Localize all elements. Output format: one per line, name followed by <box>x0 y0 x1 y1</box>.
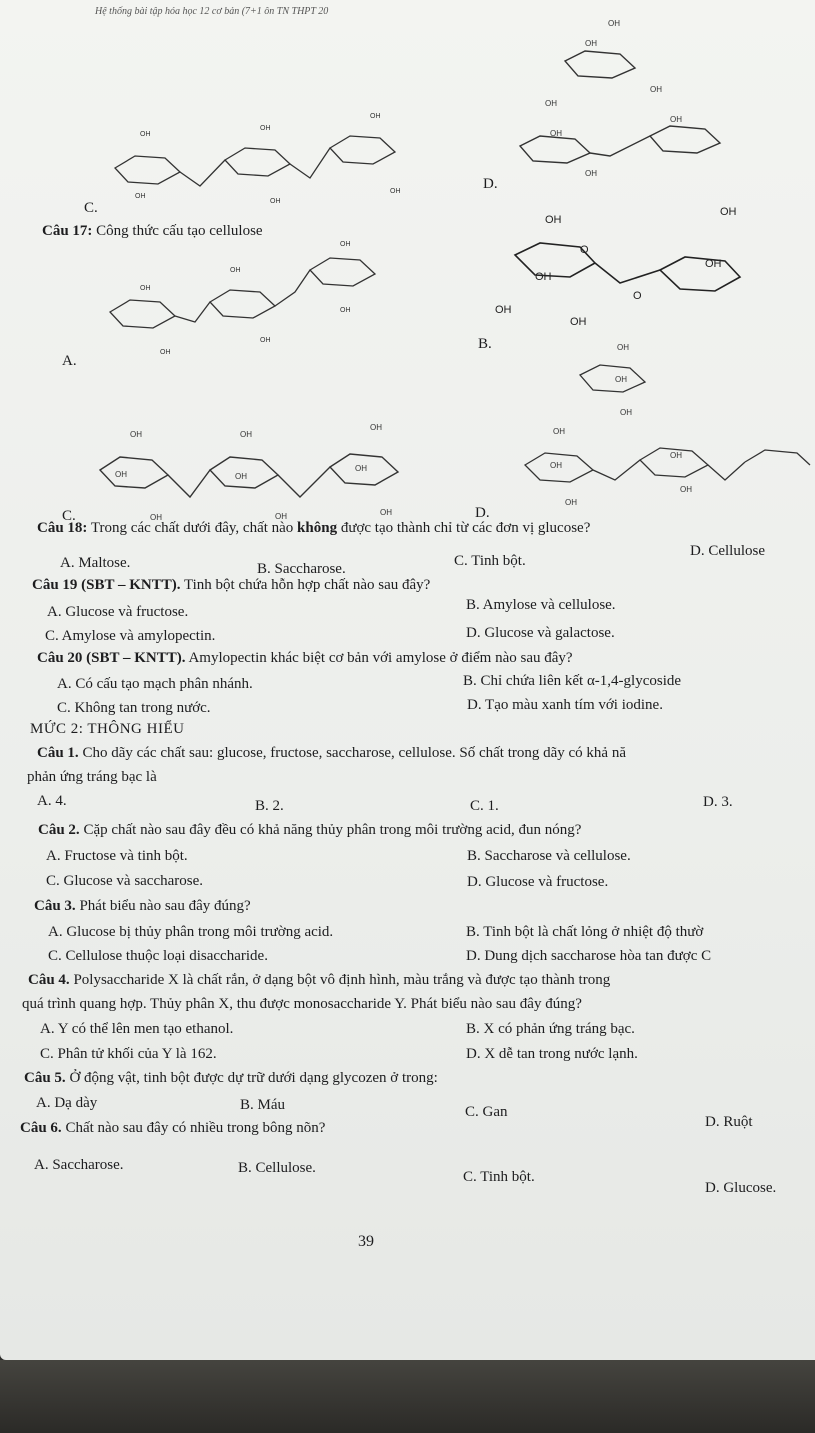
c5-option-b: B. Máu <box>240 1097 285 1113</box>
c3-stem <box>34 898 251 915</box>
q17-stem <box>42 223 263 240</box>
svg-text:OH: OH <box>495 304 512 316</box>
c5-stem <box>24 1070 438 1087</box>
c2-option-d: D. Glucose và fructose. <box>467 874 609 890</box>
c6-option-c: C. Tinh bột. <box>463 1169 535 1185</box>
q17-option-d-top-label: D. <box>483 176 498 192</box>
c6-number: Câu 6. <box>20 1120 62 1136</box>
svg-text:OH: OH <box>570 316 587 328</box>
svg-text:OH: OH <box>615 375 627 384</box>
svg-text:OH: OH <box>150 513 162 522</box>
svg-text:OH: OH <box>670 451 682 460</box>
svg-text:OH: OH <box>617 343 629 352</box>
c4-option-d: D. X dễ tan trong nước lạnh. <box>466 1046 638 1062</box>
svg-text:OH: OH <box>550 129 562 138</box>
c4-text-line1: Polysaccharide X là chất rắn, ở dạng bột vô định hình, màu trắng và được tạo thành trong <box>73 972 611 988</box>
c1-option-d: D. 3. <box>703 794 733 810</box>
svg-text:OH: OH <box>680 485 692 494</box>
c5-option-a: A. Dạ dày <box>36 1095 98 1111</box>
page-header: Hệ thống bài tập hóa học 12 cơ bản (7+1 ôn TN THPT 20 <box>95 6 329 17</box>
q18-number: Câu 18: <box>37 520 88 536</box>
q19-option-d: D. Glucose và galactose. <box>466 625 615 641</box>
q20-stem <box>37 650 573 667</box>
c1-number: Câu 1. <box>37 745 79 761</box>
c4-option-b: B. X có phản ứng tráng bạc. <box>466 1021 635 1037</box>
q18-text-pre: Trong các chất dưới đây, chất nào <box>90 520 298 536</box>
q18-option-d: D. Cellulose <box>690 543 765 559</box>
c2-option-c: C. Glucose và saccharose. <box>46 873 204 889</box>
q19-option-b: B. Amylose và cellulose. <box>466 597 616 613</box>
svg-text:OH: OH <box>608 19 620 28</box>
svg-text:OH: OH <box>620 408 632 417</box>
svg-text:OH: OH <box>140 131 151 138</box>
q19-number: Câu 19 (SBT – KNTT). <box>32 577 181 593</box>
svg-text:OH: OH <box>553 427 565 436</box>
c3-number: Câu 3. <box>34 898 76 914</box>
q18-text-bold: không <box>297 520 338 536</box>
c4-number: Câu 4. <box>28 972 70 988</box>
svg-text:OH: OH <box>130 430 142 439</box>
svg-text:OH: OH <box>160 349 171 356</box>
c1-option-b: B. 2. <box>255 798 284 814</box>
svg-text:OH: OH <box>535 271 552 283</box>
svg-text:OH: OH <box>720 206 737 218</box>
svg-text:OH: OH <box>260 125 271 132</box>
svg-text:OH: OH <box>275 512 287 521</box>
q20-number: Câu 20 (SBT – KNTT). <box>37 650 186 666</box>
svg-text:OH: OH <box>240 430 252 439</box>
svg-text:OH: OH <box>545 99 557 108</box>
svg-text:OH: OH <box>550 461 562 470</box>
c6-stem <box>20 1120 325 1137</box>
svg-text:OH: OH <box>340 307 351 314</box>
svg-text:OH: OH <box>270 198 281 205</box>
svg-text:OH: OH <box>235 472 247 481</box>
c6-option-b: B. Cellulose. <box>238 1160 316 1176</box>
c1-text-line2: phản ứng tráng bạc là <box>27 769 157 785</box>
q17-number: Câu 17: <box>42 223 93 239</box>
c1-line1 <box>37 745 626 762</box>
c6-option-a: A. Saccharose. <box>34 1157 124 1173</box>
desk-background <box>0 1360 815 1433</box>
svg-text:OH: OH <box>370 113 381 120</box>
svg-text:OH: OH <box>380 508 392 517</box>
q17-option-b-label: B. <box>478 336 492 352</box>
c5-option-d: D. Ruột <box>705 1114 753 1130</box>
c2-stem <box>38 822 581 839</box>
c2-text: Cặp chất nào sau đây đều có khả năng thủy phân trong môi trường acid, đun nóng? <box>83 822 582 838</box>
q19-text: Tinh bột chứa hỗn hợp chất nào sau đây? <box>184 577 431 593</box>
svg-text:OH: OH <box>650 85 662 94</box>
c4-text-line2: quá trình quang hợp. Thủy phân X, thu được monosaccharide Y. Phát biểu nào sau đây đúng? <box>22 996 582 1012</box>
q19-option-c: C. Amylose và amylopectin. <box>45 628 216 644</box>
structure-top-left <box>100 108 470 213</box>
svg-text:O: O <box>633 290 642 302</box>
c4-line1 <box>28 972 610 989</box>
c1-text-line1: Cho dãy các chất sau: glucose, fructose, saccharose, cellulose. Số chất trong dãy có khả nă <box>82 745 626 761</box>
structure-option-a <box>100 232 420 357</box>
svg-text:OH: OH <box>140 285 151 292</box>
page-number: 39 <box>358 1233 374 1250</box>
structure-option-b <box>495 195 815 340</box>
q20-option-c: C. Không tan trong nước. <box>57 700 211 716</box>
q19-option-a: A. Glucose và fructose. <box>47 604 189 620</box>
c5-text: Ở động vật, tinh bột được dự trữ dưới dạng glycozen ở trong: <box>69 1070 438 1086</box>
c5-option-c: C. Gan <box>465 1104 508 1120</box>
q17-option-a-label: A. <box>62 353 77 369</box>
q18-stem <box>37 520 590 537</box>
q17-text: Công thức cấu tạo cellulose <box>96 223 263 239</box>
svg-text:OH: OH <box>670 115 682 124</box>
svg-text:O: O <box>580 244 589 256</box>
svg-text:OH: OH <box>355 464 367 473</box>
q20-text: Amylopectin khác biệt cơ bản với amylose ở điểm nào sau đây? <box>188 650 573 666</box>
svg-text:OH: OH <box>585 169 597 178</box>
q17-option-c-label: C. <box>62 508 76 524</box>
c2-number: Câu 2. <box>38 822 80 838</box>
q20-option-a: A. Có cấu tạo mạch phân nhánh. <box>57 676 253 692</box>
svg-text:OH: OH <box>230 267 241 274</box>
c3-option-d: D. Dung dịch saccharose hòa tan được C <box>466 948 712 964</box>
svg-text:OH: OH <box>135 193 146 200</box>
q19-stem <box>32 577 430 594</box>
q18-text-post: được tạo thành chỉ từ các đơn vị glucose? <box>337 520 591 536</box>
q18-option-a: A. Maltose. <box>60 555 131 571</box>
svg-text:OH: OH <box>705 258 722 270</box>
q20-option-b: B. Chỉ chứa liên kết α-1,4-glycoside <box>463 673 682 689</box>
q18-option-b: B. Saccharose. <box>257 561 346 577</box>
q17-option-d-label: D. <box>475 505 490 521</box>
c2-option-b: B. Saccharose và cellulose. <box>467 848 631 864</box>
svg-text:OH: OH <box>340 241 351 248</box>
structure-option-c <box>90 415 460 525</box>
svg-text:OH: OH <box>585 39 597 48</box>
c6-option-d: D. Glucose. <box>705 1180 777 1196</box>
q20-option-d: D. Tạo màu xanh tím với iodine. <box>467 697 663 713</box>
c1-option-a: A. 4. <box>37 793 67 809</box>
c2-option-a: A. Fructose và tinh bột. <box>46 848 188 864</box>
c3-option-b: B. Tinh bột là chất lỏng ở nhiệt độ thườ <box>466 924 704 940</box>
svg-text:OH: OH <box>370 423 382 432</box>
svg-text:OH: OH <box>565 498 577 507</box>
svg-text:OH: OH <box>390 188 401 195</box>
c3-text: Phát biểu nào sau đây đúng? <box>79 898 251 914</box>
c4-option-c: C. Phân tử khối của Y là 162. <box>40 1046 217 1062</box>
c6-text: Chất nào sau đây có nhiều trong bông nõn? <box>65 1120 326 1136</box>
c4-option-a: A. Y có thể lên men tạo ethanol. <box>40 1021 234 1037</box>
svg-text:OH: OH <box>260 337 271 344</box>
c5-number: Câu 5. <box>24 1070 66 1086</box>
c3-option-a: A. Glucose bị thủy phân trong môi trường acid. <box>48 924 334 940</box>
q17-option-c-top-label: C. <box>84 200 98 216</box>
q18-option-c: C. Tinh bột. <box>454 553 526 569</box>
svg-text:OH: OH <box>115 470 127 479</box>
svg-text:OH: OH <box>545 214 562 226</box>
c1-option-c: C. 1. <box>470 798 499 814</box>
section-heading: MỨC 2: THÔNG HIỂU <box>30 721 185 737</box>
structure-top-right <box>500 6 810 181</box>
structure-option-d <box>505 340 815 520</box>
c3-option-c: C. Cellulose thuộc loại disaccharide. <box>48 948 268 964</box>
